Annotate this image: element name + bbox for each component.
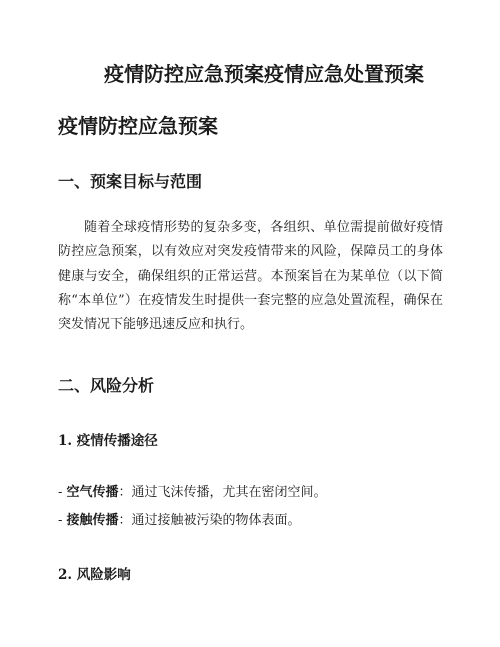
document-title: 疫情防控应急预案疫情应急处置预案: [104, 62, 424, 86]
list-item-airborne: [58, 483, 327, 503]
list-item-text: ：通过接触被污染的物体表面。: [118, 513, 301, 528]
section-heading-risk-analysis: 二、风险分析: [58, 376, 155, 395]
subsection-heading-transmission: 1. 疫情传播途径: [58, 433, 158, 449]
section-heading-goals-scope: 一、预案目标与范围: [58, 172, 203, 191]
list-item-contact: [58, 511, 301, 531]
section-paragraph-goals-scope: 随着全球疫情形势的复杂多变，各组织、单位需提前做好疫情防控应急预案，以有效应对突发疫情带来的风险，保障员工的身体健康与安全，确保组织的正常运营。本预案旨在为某单位（以下简称“本单位”）在疫情发生时提供一套完整的应急处置流程，确保在突发情况下能够迅速反应和执行。: [58, 220, 443, 333]
list-item-term: 空气传播: [66, 485, 119, 500]
main-heading: 疫情防控应急预案: [58, 114, 218, 138]
list-item-prefix: -: [58, 513, 67, 528]
subsection-heading-risk-impact: 2. 风险影响: [58, 567, 131, 583]
list-item-term: 接触传播: [66, 513, 119, 528]
list-item-text: ：通过飞沫传播，尤其在密闭空间。: [118, 485, 327, 500]
list-item-prefix: -: [58, 485, 67, 500]
